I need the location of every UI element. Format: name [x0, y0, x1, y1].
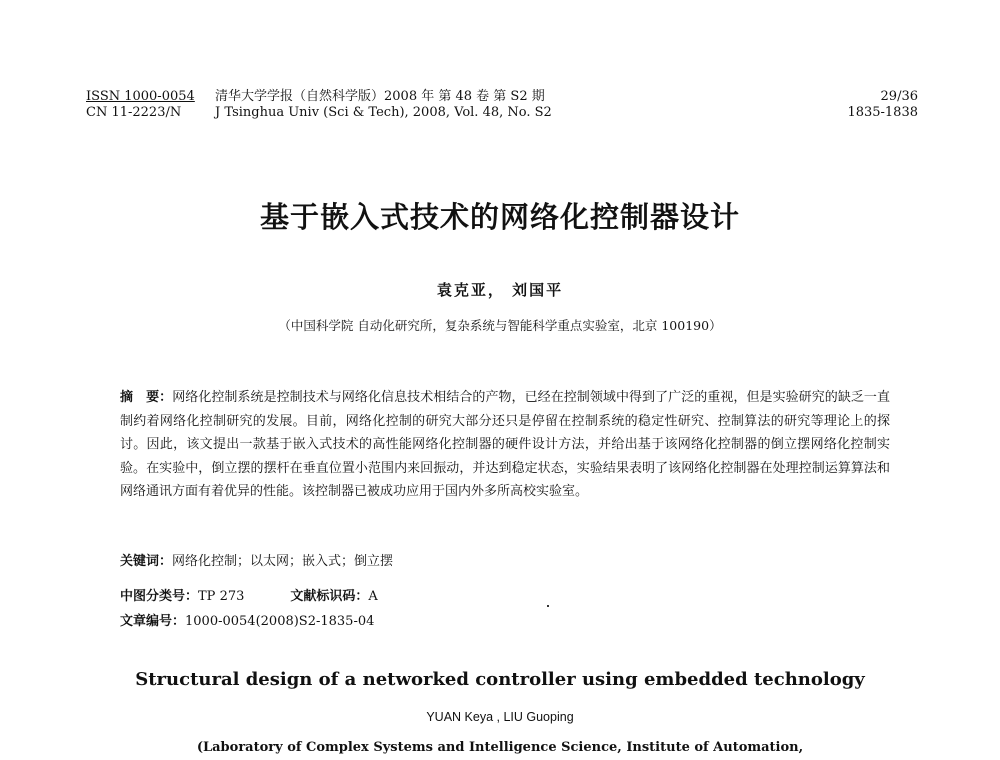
page-range: 1835-1838 — [847, 105, 918, 120]
clc-label: 中图分类号： — [120, 589, 199, 604]
keywords-label: 关键词： — [120, 554, 173, 569]
authors-en: YUAN Keya , LIU Guoping — [426, 710, 574, 724]
affiliation-zh: （中国科学院 自动化研究所，复杂系统与智能科学重点实验室，北京 100190） — [278, 318, 722, 333]
classification-line — [120, 585, 378, 604]
doc-code-label: 文献标识码： — [290, 589, 369, 604]
doc-code-value: A — [368, 589, 378, 604]
header-identifiers — [86, 89, 195, 121]
paper-title-zh: 基于嵌入式技术的网络化控制器设计 — [259, 200, 740, 234]
clc-value: TP 273 — [198, 589, 245, 604]
stray-dot — [547, 605, 549, 607]
keywords — [120, 550, 393, 569]
abstract-text: 网络化控制系统是控制技术与网络化信息技术相结合的产物，已经在控制领域中得到了广泛的重视，但是实验研究的缺乏一直制约着网络化控制研究的发展。目前，网络化控制的研究大部分还只是停留在控制系统的稳定性研究、控制算法的研究等理论上的探讨。因此，该文提出一款基于嵌入式技术的高性能网络化控制器的硬件设计方法，并给出基于该网络化控制器的倒立摆网络化控制实验。在实验中，倒立摆的摆杆在垂直位置小范围内来回振动，并达到稳定状态，实验结果表明了该网络化控制器在处理控制运算算法和网络通讯方面有着优异的性能。该控制器已被成功应用于国内外多所高校实验室。 — [120, 390, 890, 499]
header-pages — [847, 89, 918, 121]
article-number-label: 文章编号： — [120, 614, 186, 629]
issn: ISSN 1000-0054 — [86, 89, 195, 104]
paper-title-en: Structural design of a networked controller using embedded technology — [135, 669, 865, 690]
keywords-text: 网络化控制；以太网；嵌入式；倒立摆 — [172, 554, 394, 569]
article-number — [120, 610, 374, 629]
journal-name-zh: 清华大学学报（自然科学版）2008 年 第 48 卷 第 S2 期 — [215, 89, 545, 104]
abstract-label: 摘 要： — [120, 390, 173, 405]
authors-zh: 袁克亚， 刘国平 — [436, 281, 564, 299]
header-journal — [215, 89, 552, 121]
page-index: 29/36 — [880, 89, 918, 104]
abstract-zh — [120, 386, 890, 504]
journal-name-en: J Tsinghua Univ (Sci & Tech), 2008, Vol. 48, No. S2 — [215, 105, 552, 120]
article-number-value: 1000-0054(2008)S2-1835-04 — [185, 614, 375, 629]
cn-number: CN 11-2223/N — [86, 105, 182, 120]
affiliation-en: (Laboratory of Complex Systems and Intelligence Science, Institute of Automation, — [196, 740, 804, 755]
